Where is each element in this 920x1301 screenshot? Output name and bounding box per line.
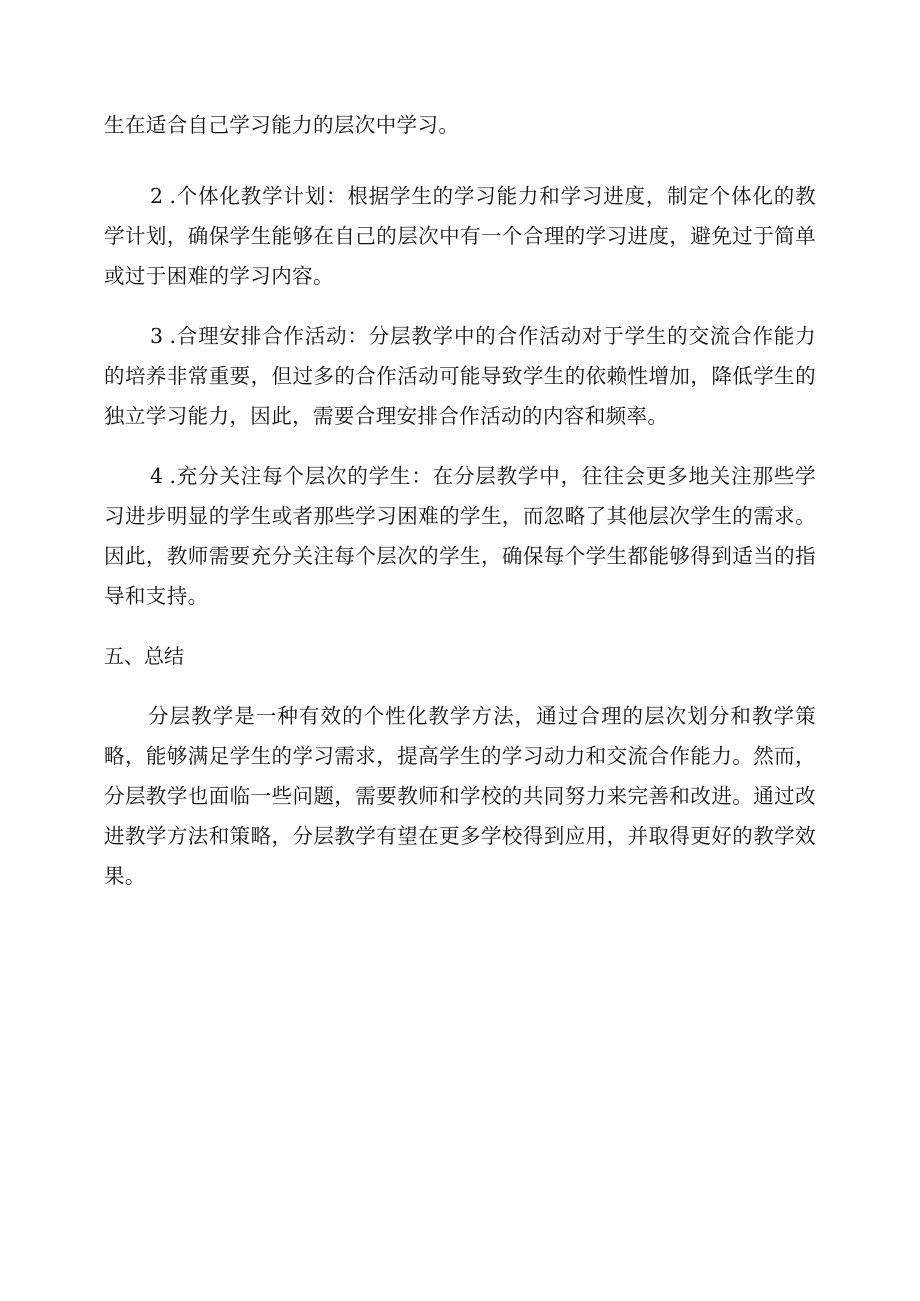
section-heading: 五、总结 (104, 644, 184, 668)
item-number: 2 (150, 184, 164, 208)
item-number: 4 (150, 464, 164, 488)
summary-paragraph: 分层教学是一种有效的个性化教学方法，通过合理的层次划分和教学策略，能够满足学生的学习需求，提高学生的学习动力和交流合作能力。然而，分层教学也面临一些问题，需要教师和学校的共同努力来完善和改进。通过改进教学方法和策略，分层教学有望在更多学校得到应用，并取得更好的教学效果。 (104, 704, 816, 888)
item-text: .充分关注每个层次的学生：在分层教学中，往往会更多地关注那些学习进步明显的学生或者那些学习困难的学生，而忽略了其他层次学生的需求。因此，教师需要充分关注每个层次的学生，确保每个学生都能够得到适当的指导和支持。 (104, 464, 816, 608)
item-text: .个体化教学计划：根据学生的学习能力和学习进度，制定个体化的教学计划，确保学生能够在自己的层次中有一个合理的学习进度，避免过于简单或过于困难的学习内容。 (104, 184, 816, 288)
list-item-3 (104, 316, 816, 436)
document-body (104, 105, 816, 896)
item-text: .合理安排合作活动：分层教学中的合作活动对于学生的交流合作能力的培养非常重要，但过多的合作活动可能导致学生的依赖性增加，降低学生的独立学习能力，因此，需要合理安排合作活动的内容和频率。 (104, 324, 816, 428)
list-item-2 (104, 176, 816, 296)
item-number: 3 (150, 324, 164, 348)
continuation-paragraph: 生在适合自己学习能力的层次中学习。 (104, 113, 460, 137)
list-item-4 (104, 456, 816, 616)
